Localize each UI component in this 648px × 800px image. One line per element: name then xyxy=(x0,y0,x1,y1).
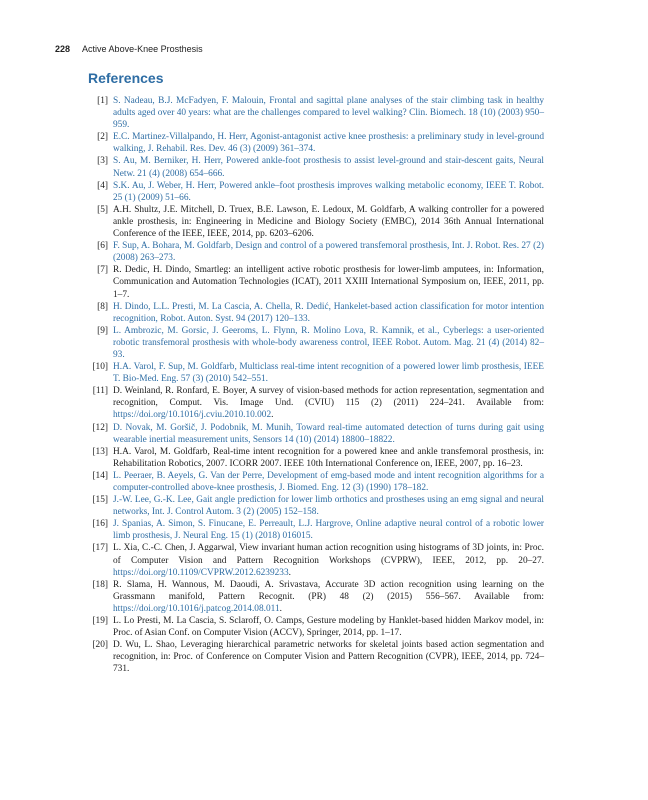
reference-text: H.A. Varol, M. Goldfarb, Real-time intent recognition for a powered knee and ankle transfemoral prosthesis, in: Rehabilitation Robotics, 2007. ICORR 2007. IEEE 10th International Conference on, IEEE, 2007, pp. 16–23. xyxy=(113,446,544,469)
reference-number: [3] xyxy=(97,156,108,167)
reference-text: R. Dedic, H. Dindo, Smartleg: an intelligent active robotic prosthesis for lower-limb amputees, in: Information, Communication and Automation Technologies (ICAT), 2011 XXIII International Symposium on, IEEE, 2011, pp. 1–7. xyxy=(113,265,544,300)
reference-text[interactable]: H. Dindo, L.L. Presti, M. La Cascia, A. Chella, R. Dedić, Hankelet-based action classification for motor intention recognition, Robot. Auton. Syst. 94 (2017) 120–133. xyxy=(113,301,544,324)
reference-item[interactable] xyxy=(88,470,544,494)
reference-number: [1] xyxy=(97,96,108,106)
reference-item[interactable] xyxy=(88,325,544,361)
reference-item xyxy=(88,542,544,578)
reference-text[interactable]: S. Au, M. Berniker, H. Herr, Powered ankle-foot prosthesis to assist level-ground and stair-descent gaits, Neural Netw. 21 (4) (2008) 654–666. xyxy=(113,156,544,179)
reference-number: [6] xyxy=(97,241,108,252)
reference-suffix: . xyxy=(279,603,282,614)
reference-item xyxy=(88,264,544,300)
running-head xyxy=(55,44,203,54)
reference-item[interactable] xyxy=(88,301,544,325)
reference-number: [2] xyxy=(97,132,108,143)
reference-number: [17] xyxy=(92,543,108,554)
reference-text: L. Lo Presti, M. La Cascia, S. Sclaroff, O. Camps, Gesture modeling by Hanklet-based hidden Markov model, in: Proc. of Asian Conf. on Computer Vision (ACCV), Springer, 2014, pp. 1–17. xyxy=(113,616,544,639)
reference-text[interactable]: J.-W. Lee, G.-K. Lee, Gait angle prediction for lower limb orthotics and prostheses using an emg signal and neural networks, Int. J. Control Autom. 3 (2) (2005) 152–158. xyxy=(113,495,544,518)
doi-link[interactable]: https://doi.org/10.1016/j.patcog.2014.08.011 xyxy=(113,603,280,614)
reference-number: [14] xyxy=(92,470,108,481)
reference-item[interactable] xyxy=(88,361,544,385)
doi-link[interactable]: https://doi.org/10.1016/j.cviu.2010.10.002 xyxy=(113,410,272,421)
reference-item xyxy=(88,385,544,421)
section-heading: References xyxy=(88,70,164,86)
reference-item[interactable] xyxy=(88,131,544,155)
reference-number: [9] xyxy=(97,325,108,336)
reference-text[interactable]: H.A. Varol, F. Sup, M. Goldfarb, Multiclass real-time intent recognition of a powered lower limb prosthesis, IEEE T. Bio-Med. Eng. 57 (3) (2010) 542–551. xyxy=(113,362,544,385)
reference-item[interactable] xyxy=(88,518,544,542)
reference-number: [13] xyxy=(92,446,108,457)
reference-text: D. Wu, L. Shao, Leveraging hierarchical parametric networks for skeletal joints based action segmentation and recognition, in: Proc. of Conference on Computer Vision and Pattern Recognition (CVPR), IEEE, 2014, pp. 724–731. xyxy=(113,640,544,675)
reference-text[interactable]: L. Ambrozic, M. Gorsic, J. Geeroms, L. Flynn, R. Molino Lova, R. Kamnik, et al., Cyberlegs: a user-oriented robotic transfemoral prosthesis with whole-body awareness control, IEEE Robot. Autom. Mag. 21 (4) (2014) 82–93. xyxy=(113,325,544,360)
reference-item[interactable] xyxy=(88,95,544,131)
running-title: Active Above-Knee Prosthesis xyxy=(82,44,203,54)
reference-number: [10] xyxy=(92,362,108,373)
reference-item xyxy=(88,615,544,639)
reference-item xyxy=(88,579,544,615)
reference-number: [18] xyxy=(92,579,108,590)
reference-item[interactable] xyxy=(88,422,544,446)
reference-text[interactable]: E.C. Martinez-Villalpando, H. Herr, Agonist-antagonist active knee prosthesis: a preliminary study in level-ground walking, J. Rehabil. Res. Dev. 46 (3) (2009) 361–374. xyxy=(113,132,544,155)
reference-number: [7] xyxy=(97,265,108,276)
reference-suffix: . xyxy=(271,410,274,421)
reference-number: [19] xyxy=(92,616,108,627)
doi-link[interactable]: https://doi.org/10.1109/CVPRW.2012.6239233 xyxy=(113,567,289,578)
reference-number: [8] xyxy=(97,301,108,312)
reference-number: [15] xyxy=(92,495,108,506)
reference-text[interactable]: J. Spanias, A. Simon, S. Finucane, E. Perreault, L.J. Hargrove, Online adaptive neural control of a robotic lower limb prosthesis, J. Neural Eng. 15 (1) (2018) 016015. xyxy=(113,519,544,542)
reference-item xyxy=(88,204,544,240)
reference-number: [4] xyxy=(97,180,108,191)
reference-item xyxy=(88,446,544,470)
reference-number: [5] xyxy=(97,204,108,215)
reference-number: [11] xyxy=(92,386,108,397)
reference-text: A.H. Shultz, J.E. Mitchell, D. Truex, B.E. Lawson, E. Ledoux, M. Goldfarb, A walking controller for a powered ankle prosthesis, in: Engineering in Medicine and Biology Society (EMBC), 2014 36th Annual International Conference of the IEEE, IEEE, 2014, pp. 6203–6206. xyxy=(113,204,544,240)
reference-text[interactable]: S. Nadeau, B.J. McFadyen, F. Malouin, Frontal and sagittal plane analyses of the stair climbing task in healthy adults aged over 40 years: what are the challenges compared to level walking? Clin. Biomech. 18 (10) (2003) 950–959. xyxy=(113,96,544,131)
reference-number: [12] xyxy=(92,422,108,433)
page-number: 228 xyxy=(55,44,71,54)
reference-text[interactable]: L. Peeraer, B. Aeyels, G. Van der Perre, Development of emg-based mode and intent recognition algorithms for a computer-controlled above-knee prosthesis, J. Biomed. Eng. 12 (3) (1990) 178–182. xyxy=(113,470,544,493)
reference-text[interactable]: S.K. Au, J. Weber, H. Herr, Powered ankle–foot prosthesis improves walking metabolic economy, IEEE T. Robot. 25 (1) (2009) 51–66. xyxy=(113,180,544,203)
reference-text[interactable]: D. Novak, M. Goršič, J. Podobnik, M. Munih, Toward real-time automated detection of turns during gait using wearable inertial measurement units, Sensors 14 (10) (2014) 18800–18822. xyxy=(113,422,544,445)
reference-suffix: . xyxy=(288,567,291,578)
reference-text: R. Slama, H. Wannous, M. Daoudi, A. Srivastava, Accurate 3D action recognition using learning on the Grassmann manifold, Pattern Recognit. (PR) 48 (2) (2015) 556–567. Available from: xyxy=(113,579,544,602)
reference-number: [20] xyxy=(92,640,108,651)
reference-item[interactable] xyxy=(88,494,544,518)
reference-text: L. Xia, C.-C. Chen, J. Aggarwal, View invariant human action recognition using histograms of 3D joints, in: Proc. of Computer Vision and Pattern Recognition Workshops (CVPRW), IEEE, 2012, pp. 20–27. xyxy=(113,543,544,566)
reference-list xyxy=(88,95,544,676)
reference-text[interactable]: F. Sup, A. Bohara, M. Goldfarb, Design and control of a powered transfemoral prosthesis, Int. J. Robot. Res. 27 (2) (2008) 263–273. xyxy=(113,241,544,264)
reference-text: D. Weinland, R. Ronfard, E. Boyer, A survey of vision-based methods for action representation, segmentation and recognition, Comput. Vis. Image Und. (CVIU) 115 (2) (2011) 224–241. Available from: xyxy=(113,386,544,409)
reference-item[interactable] xyxy=(88,240,544,264)
reference-item[interactable] xyxy=(88,180,544,204)
reference-item[interactable] xyxy=(88,155,544,179)
reference-number: [16] xyxy=(92,519,108,530)
reference-item xyxy=(88,639,544,675)
